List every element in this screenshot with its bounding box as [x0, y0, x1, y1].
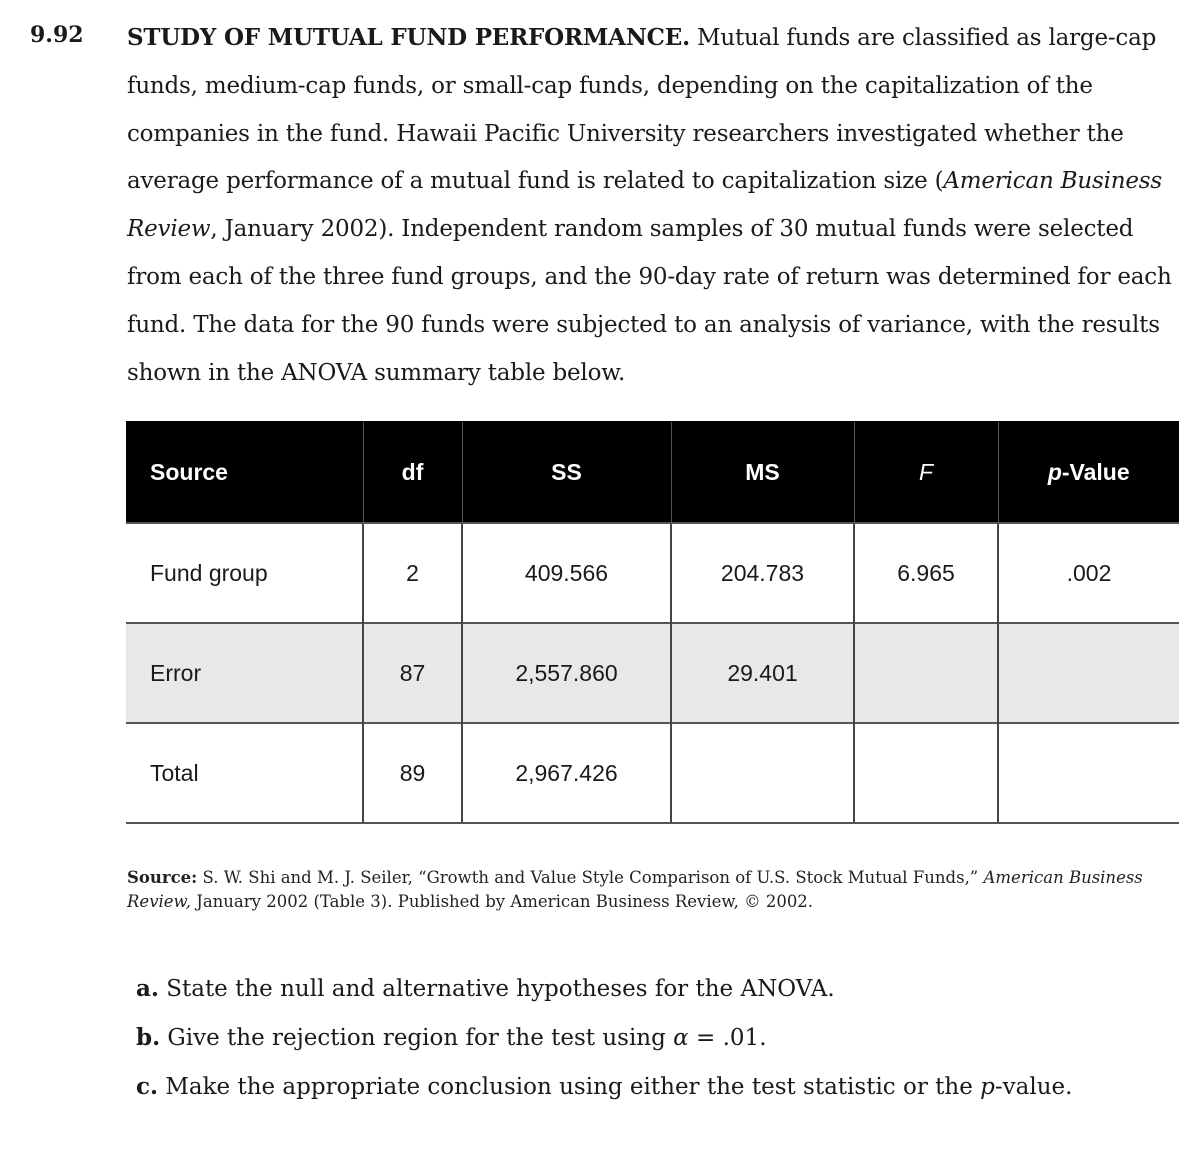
question-b-text-2: = .01. [688, 1024, 767, 1051]
source-journal-name: American Business Review, [127, 868, 1143, 911]
table-row-total [126, 723, 1179, 823]
cell-source: Total [126, 723, 363, 823]
header-p-value [998, 422, 1179, 524]
problem-text-part-2: , January 2002). Independent random samples of 30 mutual funds were selected from each of the three fund groups, and the 90-day rate of return was determined for each fund. The data for the 90 funds were subjected to an analysis of variance, with the results shown in the ANOVA summary table below. [127, 216, 1172, 386]
cell-p-value [998, 623, 1179, 723]
problem-text [127, 14, 1187, 397]
header-ms: MS [671, 422, 854, 524]
header-p-italic: p [1047, 458, 1062, 485]
cell-ms: 204.783 [671, 523, 854, 623]
cell-df: 2 [363, 523, 462, 623]
problem-text-part-1: Mutual funds are classified as large-cap funds, medium-cap funds, or small-cap funds, depending on the capitalization of the companies in the fund. Hawaii Pacific University researchers investigated whether the average performance of a mutual fund is related to capitalization size ( [127, 25, 1157, 195]
header-f [854, 422, 998, 524]
cell-p-value [998, 723, 1179, 823]
cell-p-value: .002 [998, 523, 1179, 623]
question-a [136, 965, 1186, 1014]
problem-journal-name: American Business Review [127, 168, 1162, 243]
question-c-letter: c. [136, 1072, 159, 1100]
question-c [136, 1063, 1186, 1112]
question-a-text: State the null and alternative hypotheses for the ANOVA. [158, 976, 835, 1002]
cell-f [854, 623, 998, 723]
alpha-symbol: α [673, 1024, 689, 1051]
anova-table [126, 421, 1179, 824]
table-header-row [126, 422, 1179, 524]
question-c-text-1: Make the appropriate conclusion using either the test statistic or the [158, 1073, 981, 1100]
header-f-label: F [918, 458, 934, 485]
cell-ss: 409.566 [462, 523, 671, 623]
source-text-part-1: S. W. Shi and M. J. Seiler, “Growth and Value Style Comparison of U.S. Stock Mutual Funds,” [197, 868, 984, 887]
cell-f [854, 723, 998, 823]
p-symbol: p [980, 1073, 995, 1100]
question-a-letter: a. [136, 975, 159, 1002]
question-c-text-2: -value. [994, 1073, 1073, 1100]
cell-ss: 2,967.426 [462, 723, 671, 823]
header-source: Source [126, 422, 363, 524]
question-b-letter: b. [136, 1023, 161, 1051]
cell-ms: 29.401 [671, 623, 854, 723]
cell-ms [671, 723, 854, 823]
cell-source: Error [126, 623, 363, 723]
header-ss: SS [462, 422, 671, 524]
question-list [136, 965, 1186, 1111]
problem-heading: STUDY OF MUTUAL FUND PERFORMANCE. [127, 24, 690, 51]
source-citation [127, 866, 1192, 914]
problem-number: 9.92 [30, 22, 84, 48]
header-p-suffix: -Value [1061, 458, 1130, 485]
cell-f: 6.965 [854, 523, 998, 623]
source-label: Source: [127, 868, 198, 887]
cell-df: 87 [363, 623, 462, 723]
question-b [136, 1014, 1186, 1063]
header-df: df [363, 422, 462, 524]
cell-ss: 2,557.860 [462, 623, 671, 723]
source-text-part-2: January 2002 (Table 3). Published by American Business Review, © 2002. [190, 892, 814, 911]
cell-df: 89 [363, 723, 462, 823]
table-row-fund-group [126, 523, 1179, 623]
question-b-text-1: Give the rejection region for the test using [160, 1024, 674, 1051]
table-row-error [126, 623, 1179, 723]
cell-source: Fund group [126, 523, 363, 623]
